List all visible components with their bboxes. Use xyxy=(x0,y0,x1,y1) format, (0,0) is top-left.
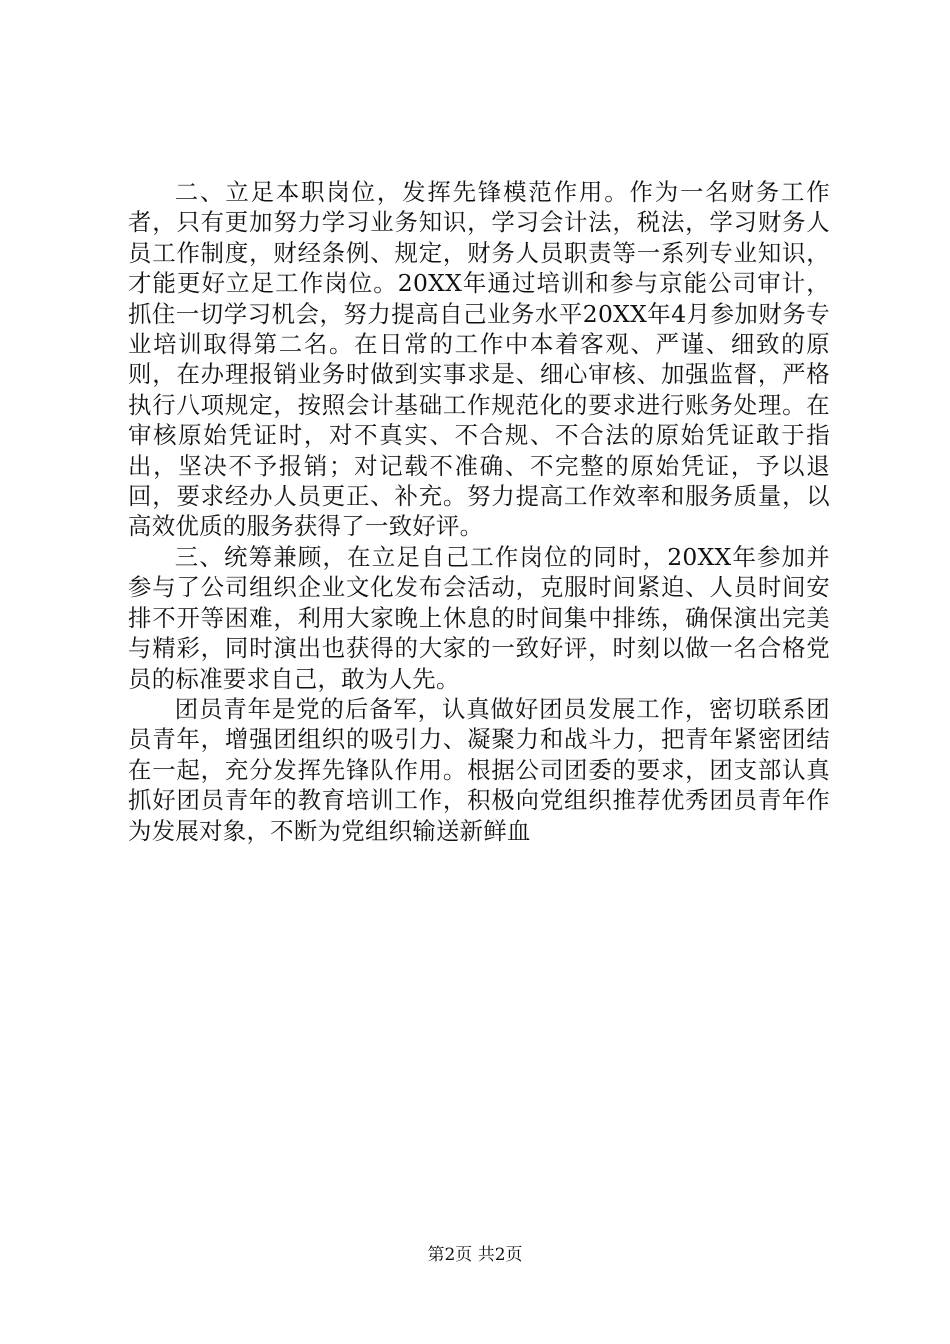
paragraph-coordination: 三、统筹兼顾，在立足自己工作岗位的同时，20XX年参加并参与了公司组织企业文化发布会活动，克服时间紧迫、人员时间安排不开等困难，利用大家晚上休息的时间集中排练，确保演出完美与精彩，同时演出也获得的大家的一致好评，时刻以做一名合格党员的标准要求自己，敢为人先。 xyxy=(128,542,830,693)
page-number-footer: 第2页 共2页 xyxy=(427,1245,523,1265)
paragraph-duties: 二、立足本职岗位，发挥先锋模范作用。作为一名财务工作者，只有更加努力学习业务知识，学习会计法，税法，学习财务人员工作制度，财经条例、规定，财务人员职责等一系列专业知识，才能更好立足工作岗位。20XX年通过培训和参与京能公司审计，抓住一切学习机会，努力提高自己业务水平20XX年4月参加财务专业培训取得第二名。在日常的工作中本着客观、严谨、细致的原则，在办理报销业务时做到实事求是、细心审核、加强监督，严格执行八项规定，按照会计基础工作规范化的要求进行账务处理。在审核原始凭证时，对不真实、不合规、不合法的原始凭证敢于指出，坚决不予报销；对记载不准确、不完整的原始凭证，予以退回，要求经办人员更正、补充。努力提高工作效率和服务质量，以高效优质的服务获得了一致好评。 xyxy=(128,178,830,541)
document-body xyxy=(128,177,830,846)
paragraph-youth-league: 团员青年是党的后备军，认真做好团员发展工作，密切联系团员青年，增强团组织的吸引力、凝聚力和战斗力，把青年紧密团结在一起，充分发挥先锋队作用。根据公司团委的要求，团支部认真抓好团员青年的教育培训工作，积极向党组织推荐优秀团员青年作为发展对象，不断为党组织输送新鲜血 xyxy=(128,694,830,845)
